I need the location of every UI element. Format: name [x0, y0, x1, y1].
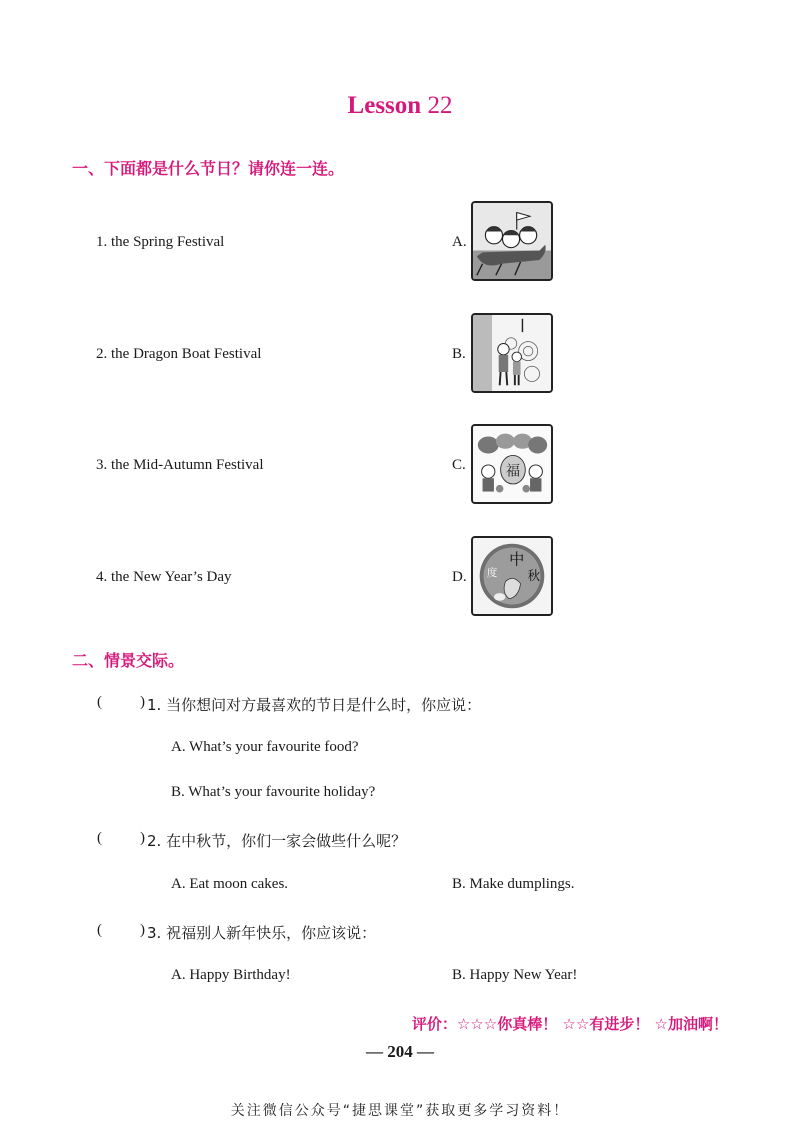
page-title: [0, 92, 800, 120]
festival-item-4[interactable]: 4. the New Year’s Day: [96, 569, 232, 585]
evaluation-stars: 评价：☆☆☆你真棒！ ☆☆有进步！ ☆加油啊！: [411, 1015, 728, 1033]
moon-character-right: 秋: [527, 568, 541, 583]
option-label-b: B.: [452, 346, 466, 362]
answer-blank-2[interactable]: ( ): [97, 830, 145, 846]
question-2-text: 2. 在中秋节，你们一家会做些什么呢？: [147, 832, 407, 850]
question-1-text: 1. 当你想问对方最喜欢的节日是什么时，你应说：: [147, 696, 482, 714]
question-3-option-b[interactable]: B. Happy New Year!: [452, 967, 578, 983]
festival-item-1[interactable]: 1. the Spring Festival: [96, 234, 225, 250]
lesson-word: Lesson: [347, 92, 422, 119]
option-label-c: C.: [452, 457, 466, 473]
answer-blank-1[interactable]: ( ): [97, 694, 145, 710]
question-3-text: 3. 祝福别人新年快乐，你应该说：: [147, 924, 377, 942]
mid-autumn-moon-picture-icon[interactable]: [471, 536, 553, 616]
lesson-number: 22: [427, 92, 453, 119]
option-label-a: A.: [452, 234, 467, 250]
footer-note: 关注微信公众号“捷思课堂”获取更多学习资料！: [230, 1103, 570, 1119]
page-number: — 204 —: [366, 1042, 434, 1061]
answer-blank-3[interactable]: ( ): [97, 922, 145, 938]
question-1-option-a[interactable]: A. What’s your favourite food?: [171, 739, 359, 755]
moon-character-left: 度: [486, 567, 498, 579]
question-3-option-a[interactable]: A. Happy Birthday!: [171, 967, 291, 983]
section-2-heading: 二、情景交际。: [72, 651, 185, 670]
lantern-character: 福: [505, 463, 521, 480]
dragon-boat-picture-icon[interactable]: [471, 201, 553, 281]
fireworks-picture-icon[interactable]: [471, 313, 553, 393]
new-year-lanterns-picture-icon[interactable]: [471, 424, 553, 504]
option-label-d: D.: [452, 569, 467, 585]
question-1-option-b[interactable]: B. What’s your favourite holiday?: [171, 784, 376, 800]
festival-item-3[interactable]: 3. the Mid-Autumn Festival: [96, 457, 264, 473]
moon-character-top: 中: [509, 550, 525, 569]
festival-item-2[interactable]: 2. the Dragon Boat Festival: [96, 346, 262, 362]
question-2-option-b[interactable]: B. Make dumplings.: [452, 876, 575, 892]
question-2-option-a[interactable]: A. Eat moon cakes.: [171, 876, 289, 892]
section-1-heading: 一、下面都是什么节日？请你连一连。: [72, 159, 345, 178]
